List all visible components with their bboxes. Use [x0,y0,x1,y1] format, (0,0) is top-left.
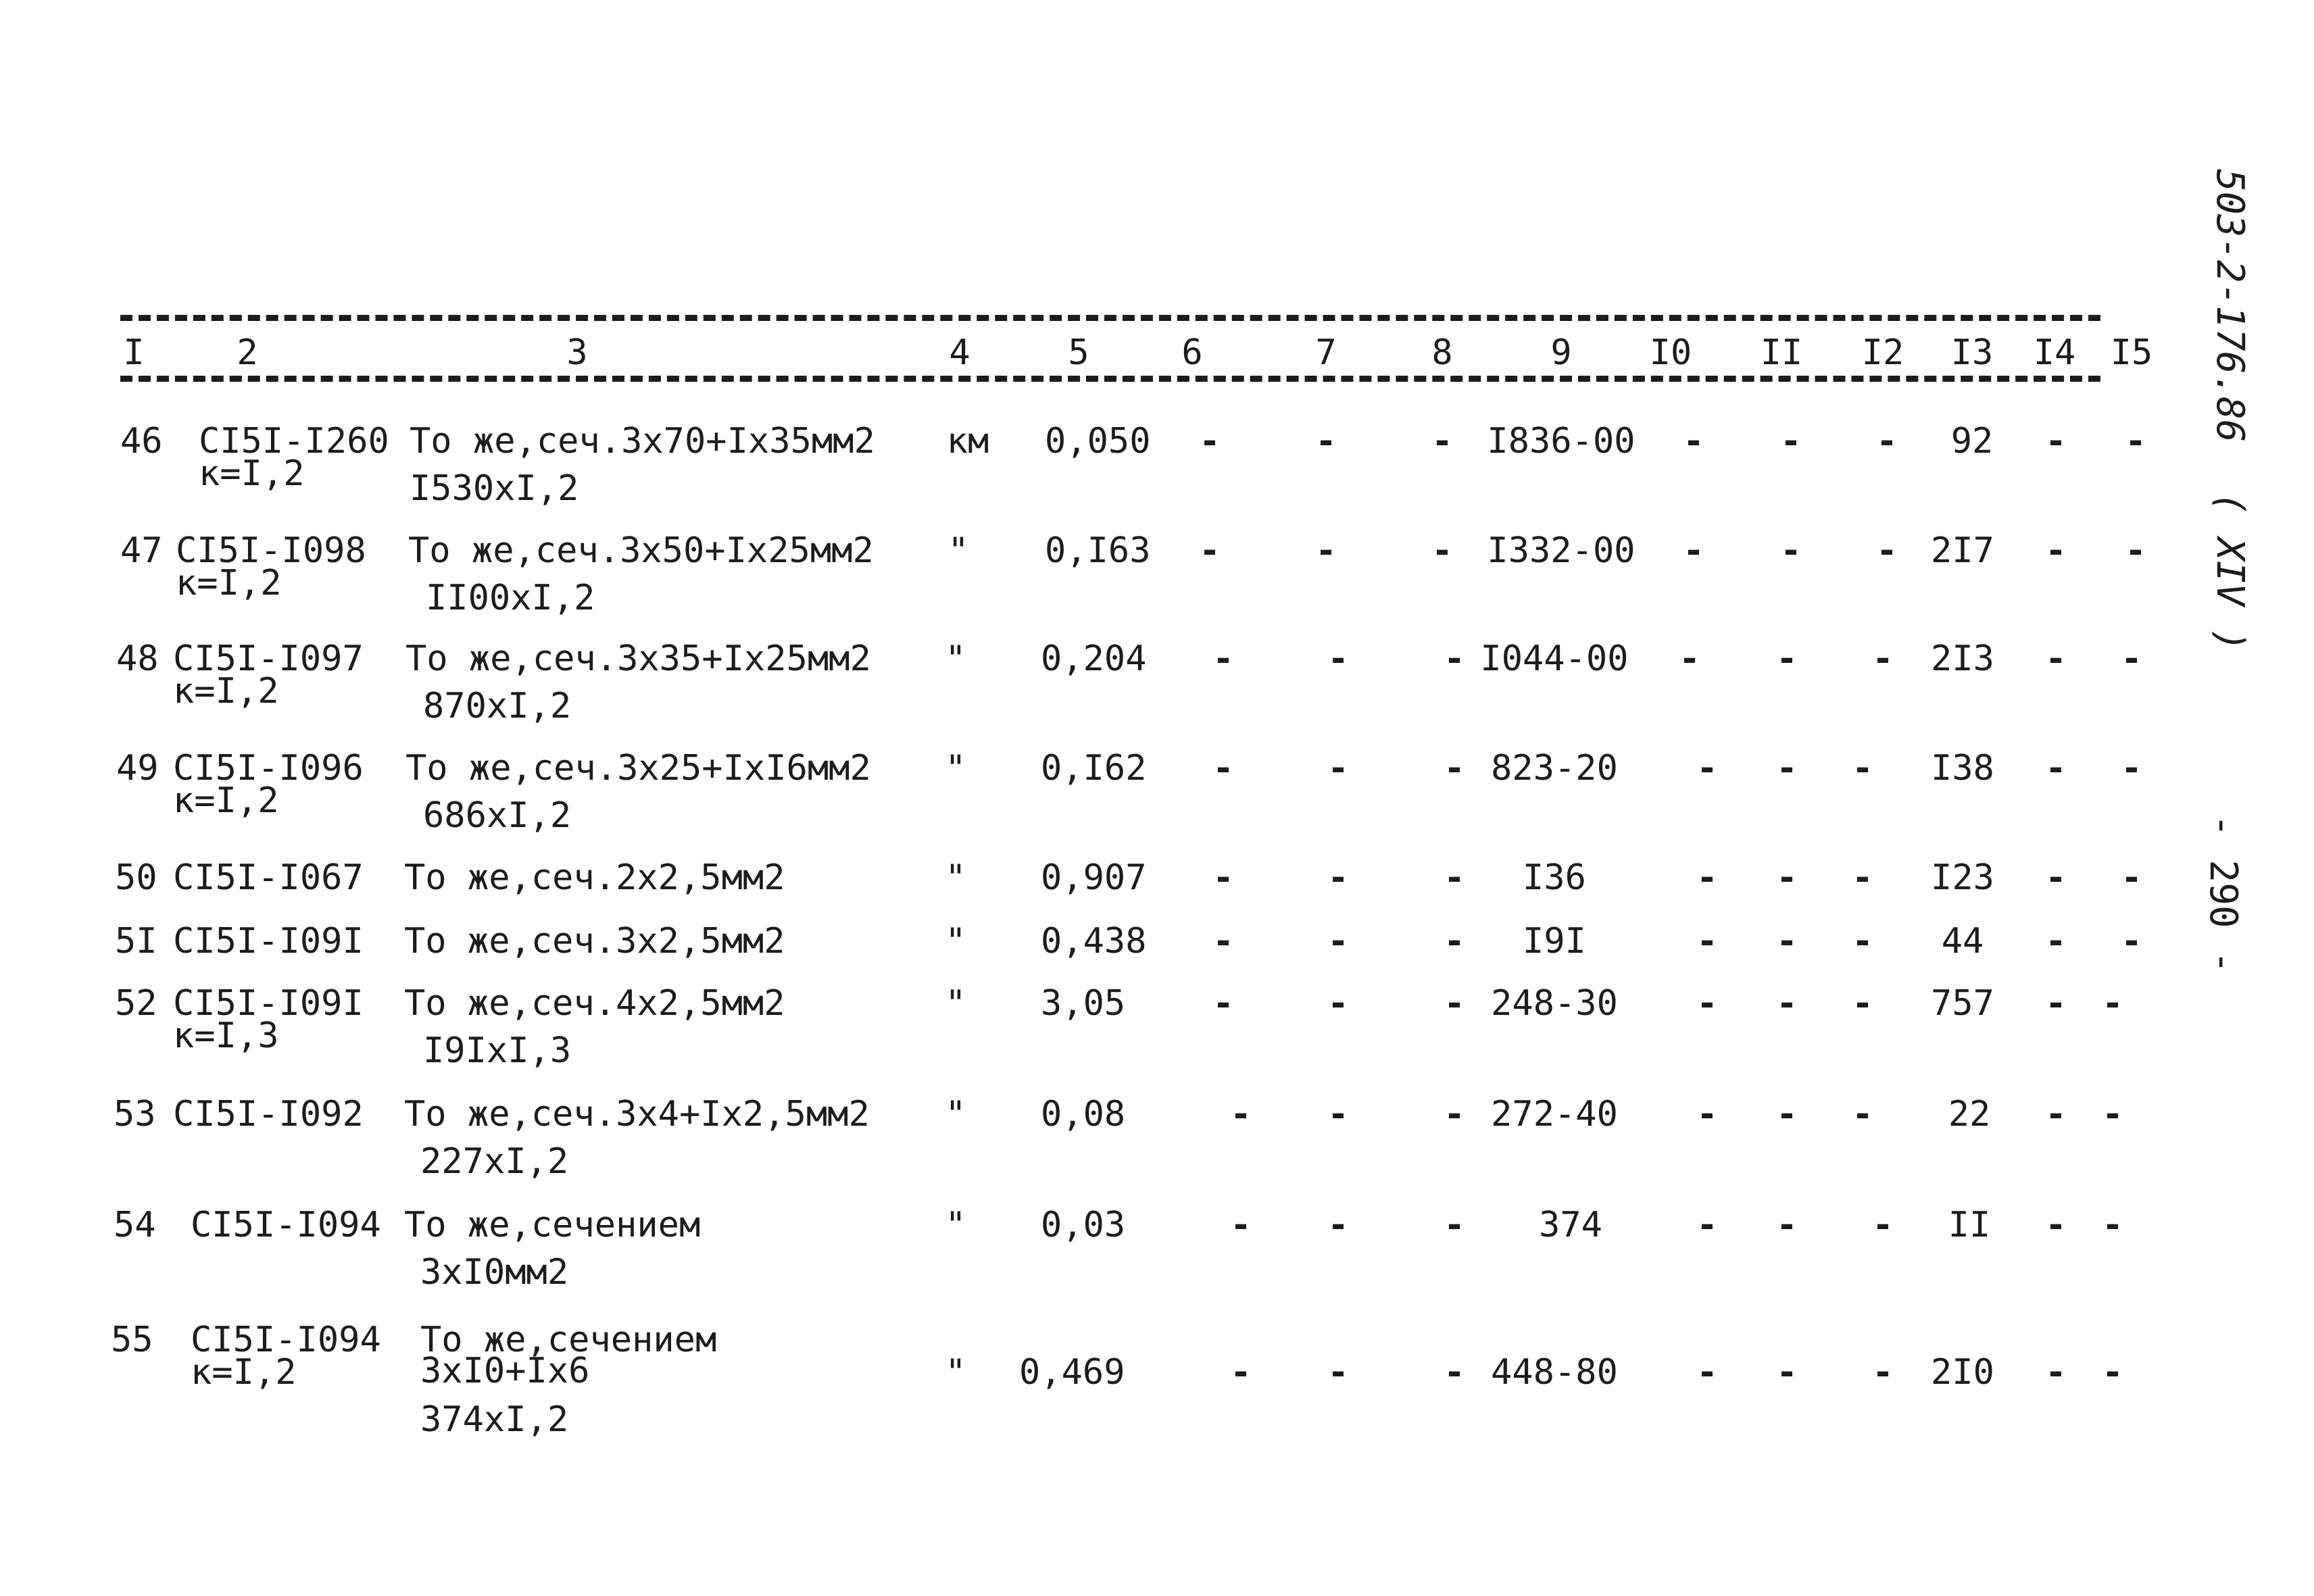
row-unit: " [945,639,966,679]
row-description-line2: I530хI,2 [410,468,579,509]
col-header-5: 5 [1068,332,1089,373]
table-row [0,920,2314,962]
row-unit: " [945,1352,966,1393]
row-description: То же,сеч.3х2,5мм2 [404,921,785,962]
row-code: CI5I-I092 [173,1094,364,1134]
row-col10: - [1696,857,1718,898]
row-col7: - [1327,983,1349,1024]
row-col13: 2I0 [1931,1352,1994,1393]
row-col8: - [1431,530,1453,571]
row-col6: - [1230,1352,1252,1393]
row-col13: I38 [1931,748,1994,789]
row-col8: - [1444,857,1465,898]
row-code: CI5I-I098 [176,530,366,571]
col-header-8: 8 [1431,332,1453,373]
header-bottom-rule [120,376,2100,382]
row-col7: - [1315,421,1337,462]
row-col9: 448-80 [1491,1352,1618,1393]
row-col12: - [1852,748,1873,789]
row-col10: - [1696,1205,1718,1245]
row-description: То же,сеч.2х2,5мм2 [404,857,785,898]
row-coefficient: к=I,2 [191,1352,297,1393]
document-code [2209,169,2250,651]
row-description-line2: II00хI,2 [426,578,595,618]
row-col6: - [1199,421,1221,462]
row-col9: I36 [1523,857,1586,898]
row-col10: - [1696,1352,1718,1393]
row-col14: - [2045,857,2067,898]
row-description-line2: 3хI0+Iх6 [420,1351,590,1391]
row-number: 48 [116,639,159,679]
row-col10: - [1683,421,1704,462]
row-code: CI5I-I096 [173,748,364,789]
row-number: 46 [120,421,163,462]
col-header-15: I5 [2110,332,2153,373]
row-col10: - [1696,748,1718,789]
row-col15: - [2121,857,2142,898]
col-header-12: I2 [1861,332,1904,373]
row-col14: - [2045,421,2067,462]
row-col15: - [2102,1205,2123,1245]
row-coefficient: к=I,2 [199,453,305,494]
row-col15: - [2125,421,2146,462]
row-col11: - [1780,421,1802,462]
row-quantity: 0,08 [1041,1094,1126,1134]
row-col12: - [1872,639,1894,679]
row-quantity: 0,469 [1019,1352,1125,1393]
row-col12: - [1852,921,1873,962]
table-row [0,982,2314,1071]
col-header-3: 3 [566,332,588,373]
row-quantity: 0,204 [1041,639,1147,679]
row-col13: 2I7 [1931,530,1994,571]
row-coefficient: к=I,2 [173,780,279,821]
row-col11: - [1776,748,1798,789]
row-quantity: 3,05 [1041,983,1126,1024]
row-col7: - [1327,921,1349,962]
col-header-10: I0 [1649,332,1692,373]
table-row [0,420,2314,509]
row-quantity: 0,03 [1041,1205,1126,1245]
row-col14: - [2045,748,2067,789]
row-col9: I044-00 [1480,639,1629,679]
row-col10: - [1696,1094,1718,1134]
row-description: То же,сеч.3х35+Iх25мм2 [405,639,871,679]
row-unit: " [945,748,966,789]
row-unit: " [945,857,966,898]
row-col12: - [1872,1205,1894,1245]
row-col13: 22 [1948,1094,1991,1134]
row-col6: - [1212,857,1234,898]
col-header-1: I [123,332,145,373]
row-col13: 757 [1931,983,1994,1024]
row-col13: 2I3 [1931,639,1994,679]
row-code: CI5I-I097 [173,639,364,679]
col-header-4: 4 [949,332,970,373]
row-col6: - [1212,983,1234,1024]
page-number: - 290 - [2201,814,2245,974]
col-header-9: 9 [1550,332,1572,373]
row-code: CI5I-I09I [173,983,364,1024]
row-coefficient: к=I,2 [173,671,279,712]
row-description-line2: 227хI,2 [420,1141,569,1182]
col-header-2: 2 [237,332,258,373]
row-col14: - [2045,530,2067,571]
row-description: То же,сеч.3х25+IхI6мм2 [405,748,871,789]
row-number: 55 [111,1320,153,1360]
row-description-line2: I9IхI,3 [423,1030,572,1071]
row-quantity: 0,I62 [1041,748,1147,789]
row-col12: - [1852,857,1873,898]
row-col8: - [1444,921,1465,962]
row-quantity: 0,907 [1041,857,1147,898]
row-col12: - [1852,983,1873,1024]
row-col9: 248-30 [1491,983,1618,1024]
row-col7: - [1327,639,1349,679]
row-unit: " [945,1094,966,1134]
row-col15: - [2102,1094,2123,1134]
row-number: 50 [115,857,157,898]
table-row [0,1204,2314,1293]
col-header-11: II [1760,332,1803,373]
row-col9: I332-00 [1487,530,1635,571]
row-col11: - [1776,857,1798,898]
row-col10: - [1683,530,1704,571]
row-col8: - [1444,1352,1465,1393]
row-description: То же,сечением [404,1205,701,1245]
row-col7: - [1327,748,1349,789]
row-col11: - [1776,1205,1798,1245]
col-header-13: I3 [1950,332,1994,373]
row-col15: - [2121,921,2142,962]
row-code: CI5I-I094 [191,1205,381,1245]
row-unit: " [945,921,966,962]
row-col15: - [2102,1352,2123,1393]
row-description: То же,сеч.3х50+Iх25мм2 [408,530,874,571]
row-col12: - [1876,421,1898,462]
row-col13: I23 [1931,857,1994,898]
row-col10: - [1696,921,1718,962]
row-col6: - [1230,1205,1252,1245]
row-number: 54 [114,1205,156,1245]
row-col8: - [1444,983,1465,1024]
row-coefficient: к=I,2 [176,563,282,603]
row-col9: I9I [1523,921,1586,962]
row-col8: - [1431,421,1453,462]
row-code: CI5I-I067 [173,857,364,898]
row-col6: - [1230,1094,1252,1134]
row-number: 5I [115,921,157,962]
col-header-7: 7 [1315,332,1337,373]
row-col11: - [1776,921,1798,962]
row-description-line2: 870хI,2 [423,686,572,726]
row-col13: 44 [1941,921,1984,962]
row-col7: - [1327,1352,1349,1393]
row-col14: - [2045,983,2067,1024]
row-description-line2: 3хI0мм2 [420,1252,569,1293]
row-col14: - [2045,921,2067,962]
row-col10: - [1696,983,1718,1024]
row-col6: - [1199,530,1221,571]
row-unit: " [945,983,966,1024]
row-col13: II [1948,1205,1991,1245]
row-col15: - [2102,983,2123,1024]
row-col13: 92 [1950,421,1994,462]
row-col10: - [1679,639,1700,679]
row-code: CI5I-I260 [199,421,389,462]
row-col8: - [1444,1205,1465,1245]
document-code-text: 503-2-176.86 [2208,169,2252,443]
row-col11: - [1780,530,1802,571]
row-col14: - [2045,639,2067,679]
row-coefficient: к=I,3 [173,1016,279,1056]
row-col14: - [2045,1352,2067,1393]
table-row [0,1319,2314,1440]
row-col9: I836-00 [1487,421,1635,462]
table-row [0,857,2314,898]
row-description-line3: 374хI,2 [420,1399,569,1440]
row-col9: 374 [1539,1205,1602,1245]
row-col12: - [1876,530,1898,571]
row-description: То же,сеч.3х70+Iх35мм2 [410,421,875,462]
row-quantity: 0,I63 [1045,530,1151,571]
row-col7: - [1327,857,1349,898]
header-top-rule [120,315,2100,321]
row-description: То же,сечением [420,1320,717,1360]
row-col9: 272-40 [1491,1094,1618,1134]
row-unit: км [946,421,989,462]
row-unit: " [945,1205,966,1245]
row-col14: - [2045,1094,2067,1134]
row-description: То же,сеч.4х2,5мм2 [404,983,785,1024]
row-quantity: 0,050 [1045,421,1151,462]
row-code: CI5I-I094 [191,1320,381,1360]
table-row [0,638,2314,726]
row-number: 53 [114,1094,156,1134]
row-number: 49 [116,748,159,789]
row-col6: - [1212,748,1234,789]
row-col6: - [1212,639,1234,679]
row-col11: - [1776,1352,1798,1393]
row-quantity: 0,438 [1041,921,1147,962]
row-col15: - [2121,748,2142,789]
row-col8: - [1444,639,1465,679]
row-col11: - [1776,1094,1798,1134]
table-row [0,747,2314,836]
row-col15: - [2125,530,2146,571]
row-col6: - [1212,921,1234,962]
row-col15: - [2121,639,2142,679]
row-col12: - [1872,1352,1894,1393]
row-number: 47 [120,530,163,571]
row-col11: - [1776,639,1798,679]
col-header-6: 6 [1181,332,1203,373]
row-col7: - [1315,530,1337,571]
row-col11: - [1776,983,1798,1024]
row-col7: - [1327,1205,1349,1245]
row-number: 52 [115,983,157,1024]
row-col8: - [1444,1094,1465,1134]
row-col8: - [1444,748,1465,789]
row-code: CI5I-I09I [173,921,364,962]
album-label: ( XIV ) [2208,492,2252,652]
row-col12: - [1852,1094,1873,1134]
row-description: То же,сеч.3х4+Iх2,5мм2 [404,1094,870,1134]
row-col9: 823-20 [1491,748,1618,789]
row-col14: - [2045,1205,2067,1245]
row-description-line2: 686хI,2 [423,795,572,836]
table-row [0,1093,2314,1182]
row-unit: " [947,530,969,571]
col-header-14: I4 [2033,332,2076,373]
row-col7: - [1327,1094,1349,1134]
